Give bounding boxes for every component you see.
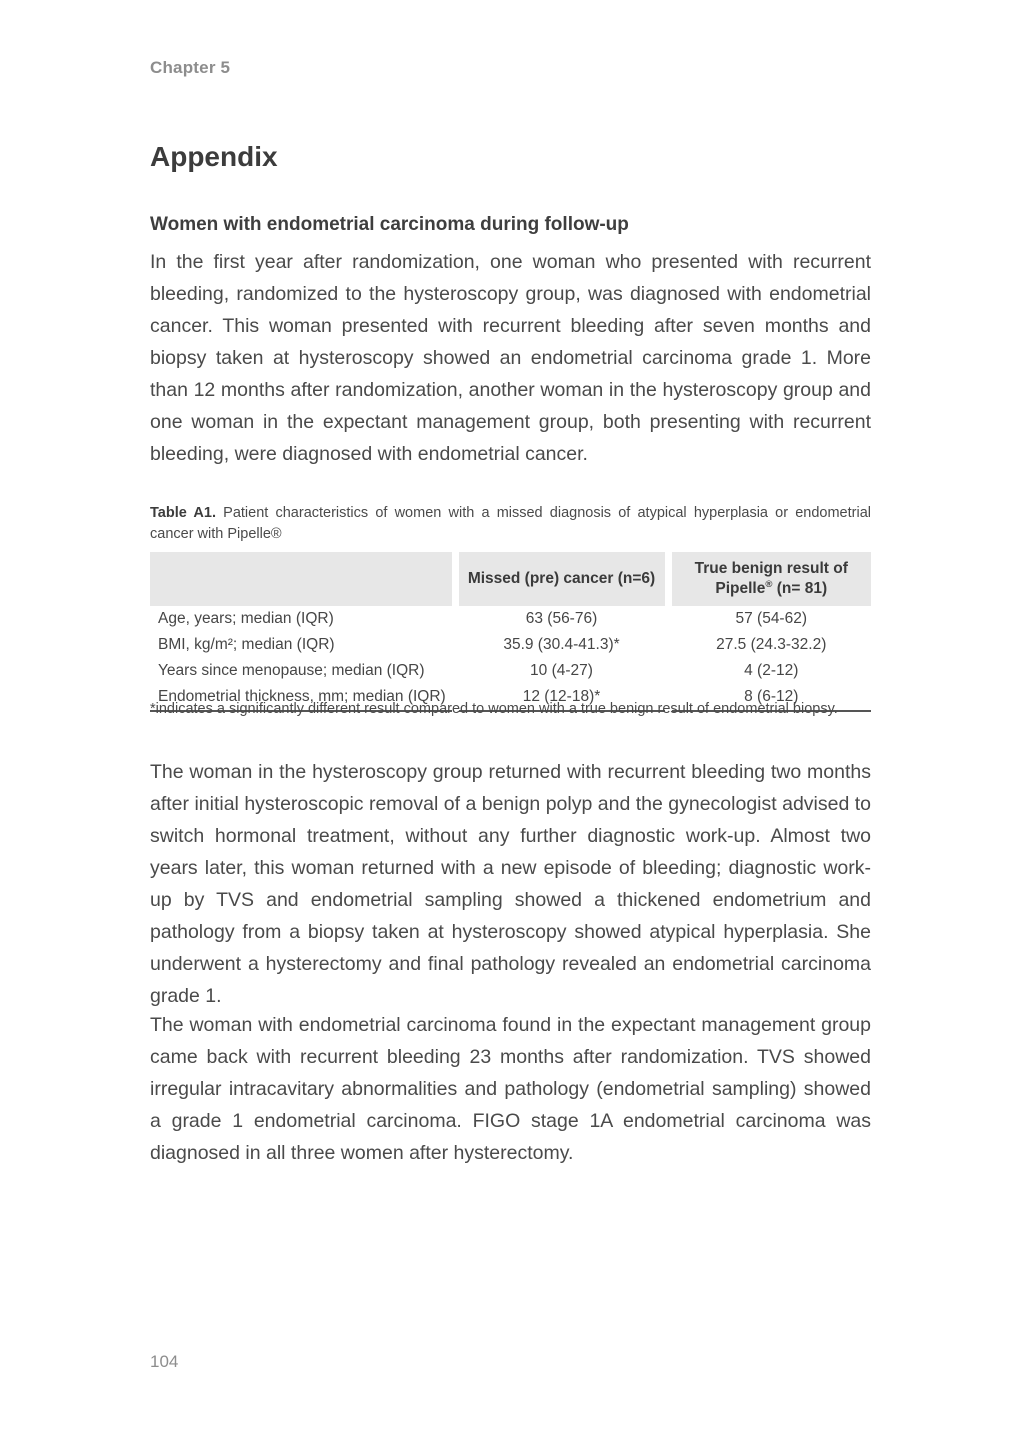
table-row	[150, 632, 871, 658]
table-caption-text: Patient characteristics of women with a missed diagnosis of atypical hyperplasia or endometrial cancer with Pipelle®	[150, 505, 871, 542]
paragraph-3: The woman with endometrial carcinoma found in the expectant management group came back with recurrent bleeding 23 months after randomization. TVS showed irregular intracavitary abnormalities and pathology (endometrial sampling) showed a grade 1 endometrial carcinoma. FIGO stage 1A endometrial carcinoma was diagnosed in all three women after hysterectomy.	[150, 1014, 871, 1164]
row-value-benign: 8 (6-12)	[668, 684, 871, 711]
chapter-label: Chapter 5	[150, 58, 231, 77]
row-value-missed: 63 (56-76)	[455, 606, 668, 632]
row-value-benign: 27.5 (24.3-32.2)	[668, 632, 871, 658]
header-cell-blank	[150, 552, 455, 606]
row-value-missed: 12 (12-18)*	[455, 684, 668, 711]
row-label: Age, years; median (IQR)	[158, 610, 334, 627]
paragraph-1: In the first year after randomization, one woman who presented with recurrent bleeding, randomized to the hysteroscopy group, was diagnosed with endometrial cancer. This woman presented with recurrent bleeding after seven months and biopsy taken at hysteroscopy showed an endometrial carcinoma grade 1. More than 12 months after randomization, another woman in the hysteroscopy group and one woman in the expectant management group, both presenting with recurrent bleeding, were diagnosed with endometrial cancer.	[150, 251, 871, 465]
table-caption	[150, 503, 871, 545]
row-label: Years since menopause; median (IQR)	[158, 662, 425, 679]
table-header	[150, 552, 871, 606]
row-label: Endometrial thickness, mm; median (IQR)	[150, 684, 455, 711]
table-row	[150, 658, 871, 684]
table-footnote: *indicates a significantly different result compared to women with a true benign result of endometrial biopsy.	[150, 701, 838, 717]
page-title: Appendix	[150, 141, 278, 172]
row-value-benign: 4 (2-12)	[668, 658, 871, 684]
row-value-benign: 57 (54-62)	[668, 606, 871, 632]
patient-characteristics-table	[150, 552, 871, 712]
row-value-missed: 35.9 (30.4-41.3)*	[455, 632, 668, 658]
table-caption-label: Table A1.	[150, 505, 216, 521]
paragraph-2: The woman in the hysteroscopy group returned with recurrent bleeding two months after initial hysteroscopic removal of a benign polyp and the gynecologist advised to switch hormonal treatment, without any further diagnostic work-up. Almost two years later, this woman returned with a new episode of bleeding; diagnostic work-up by TVS and endometrial sampling showed a thickened endometrium and pathology from a biopsy taken at hysteroscopy showed atypical hyperplasia. She underwent a hysterectomy and final pathology revealed an endometrial carcinoma grade 1.	[150, 761, 871, 1007]
table-header-row	[150, 552, 871, 606]
row-value-missed: 10 (4-27)	[455, 658, 668, 684]
table-row	[150, 606, 871, 632]
row-label: BMI, kg/m²; median (IQR)	[158, 636, 335, 653]
page-number: 104	[150, 1352, 179, 1371]
section-heading: Women with endometrial carcinoma during follow-up	[150, 214, 629, 235]
header-cell-missed-cancer: Missed (pre) cancer (n=6)	[455, 552, 668, 606]
header-cell-true-benign: True benign result of Pipelle® (n= 81)	[668, 552, 871, 606]
table-body	[150, 606, 871, 711]
